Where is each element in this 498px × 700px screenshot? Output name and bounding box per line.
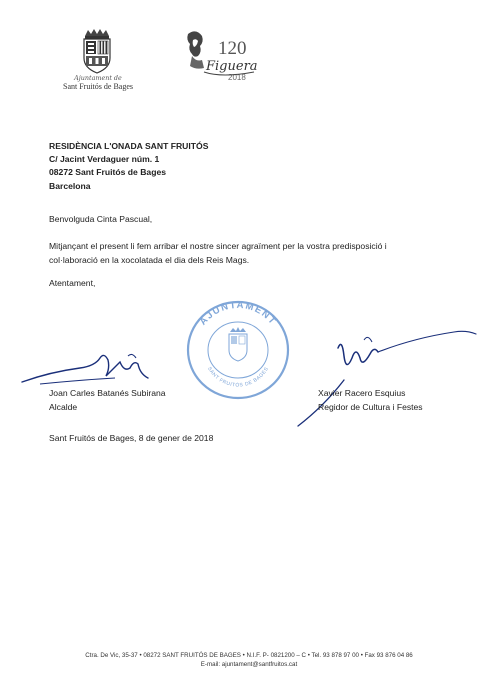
signatory-left-name: Joan Carles Batanés Subirana xyxy=(49,388,166,398)
official-stamp xyxy=(178,294,298,402)
anniversary-word: Figuera xyxy=(206,59,258,74)
recipient-name: RESIDÈNCIA L'ONADA SANT FRUITÓS xyxy=(49,141,209,151)
footer-address-line: Ctra. De Vic, 35-37 • 08272 SANT FRUITÓS DE BAGES • N.I.F. P- 0821200 – C • Tel. 93 878 97 00 • Fax 93 876 04 86 xyxy=(85,652,413,659)
recipient-postal-city: 08272 Sant Fruitós de Bages xyxy=(49,167,167,178)
anniversary-year: 2018 xyxy=(228,73,246,82)
signatory-right-title: Regidor de Cultura i Festes xyxy=(318,401,423,412)
anniversary-logo xyxy=(182,28,262,84)
anniversary-number: 120 xyxy=(218,38,247,59)
greeting: Benvolguda Cinta Pascual, xyxy=(49,214,153,224)
signatory-left xyxy=(49,387,166,414)
letter-body xyxy=(49,240,453,267)
crest-caption xyxy=(52,74,144,92)
signatory-right xyxy=(318,387,423,414)
stamp-inner-text: SANT FRUITÓS DE BAGES xyxy=(205,366,271,389)
crest-caption-line2: Sant Fruitós de Bages xyxy=(63,82,133,91)
stamp-outer-text: AJUNTAMENT xyxy=(197,299,279,328)
signatory-right-name: Xavier Racero Esquius xyxy=(318,388,406,398)
crest-caption-line1: Ajuntament de xyxy=(74,74,122,82)
body-line-2: col·laboració en la xocolatada el dia dels Reis Mags. xyxy=(49,254,250,265)
mayor-signature xyxy=(20,338,170,390)
recipient-address xyxy=(49,140,208,193)
municipal-crest-logo xyxy=(80,28,114,74)
footer-email-line: E-mail: ajuntament@santfruitos.cat xyxy=(200,661,298,668)
recipient-province: Barcelona xyxy=(49,180,91,191)
recipient-street: C/ Jacint Verdaguer núm. 1 xyxy=(49,154,160,165)
closing: Atentament, xyxy=(49,278,96,288)
signatory-left-title: Alcalde xyxy=(49,401,78,412)
body-line-1: Mitjançant el present li fem arribar el nostre sincer agraïment per la vostra predisposició i xyxy=(49,241,387,251)
letter-date: Sant Fruitós de Bages, 8 de gener de 2018 xyxy=(49,433,214,443)
footer xyxy=(0,651,498,669)
